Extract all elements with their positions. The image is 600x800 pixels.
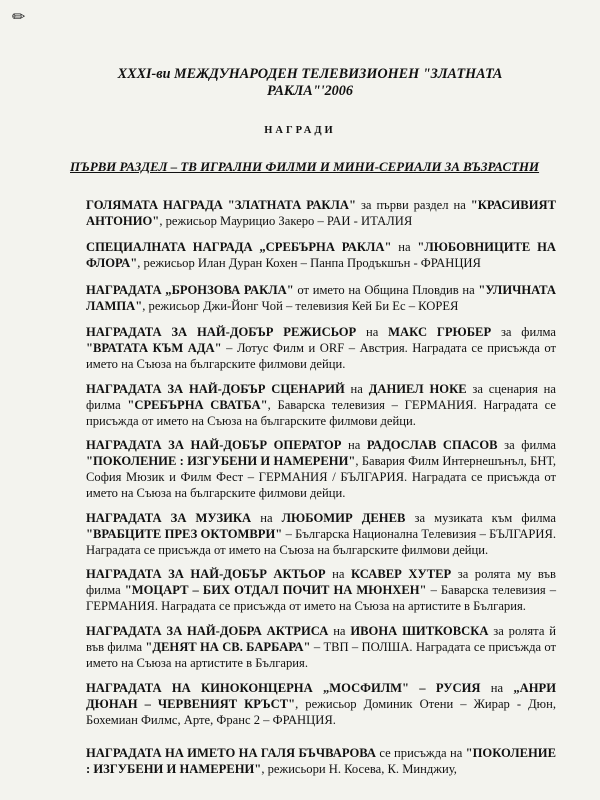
award-details: , режисьор Джи-Йонг Чой – телевизия Кей Би Ес – КОРЕЯ — [142, 299, 459, 313]
award-paragraph-mosfilm — [86, 680, 556, 728]
award-connector: се присъжда на — [376, 746, 466, 760]
festival-title: XXXI-ви МЕЖДУНАРОДЕН ТЕЛЕВИЗИОНЕН "ЗЛАТНАТА РАКЛА"'2006 — [117, 66, 503, 99]
award-name: НАГРАДАТА ЗА НАЙ-ДОБЪР РЕЖИСЬОР — [86, 325, 357, 339]
award-paragraph-best-cinematographer — [86, 437, 556, 501]
award-paragraph-bronze-chest — [86, 282, 556, 314]
film-title: "ВРАБЦИТЕ ПРЕЗ ОКТОМВРИ" — [86, 527, 283, 541]
award-name: НАГРАДАТА ЗА НАЙ-ДОБЪР ОПЕРАТОР — [86, 438, 342, 452]
award-name: НАГРАДАТА НА КИНОКОНЦЕРНА „МОСФИЛМ" – РУСИЯ — [86, 681, 481, 695]
film-title: "КРАСИВИЯТ АНТОНИО" — [86, 198, 556, 228]
award-connector: за филма — [497, 438, 556, 452]
award-details: – ТВП – ПОЛША. Наградата се присъжда от името на Съюза на артистите в България. — [86, 640, 556, 670]
award-paragraph-galya-bachvarova — [86, 745, 556, 777]
winner-name: ИВОНА ШИТКОВСКА — [350, 624, 489, 638]
award-details: , режисьори Н. Косева, К. Минджиу, — [261, 762, 457, 776]
award-paragraph-music — [86, 510, 556, 558]
winner-name: КСАВЕР ХУТЕР — [350, 567, 452, 581]
award-connector: на — [391, 240, 418, 254]
award-connector: на — [328, 624, 351, 638]
award-connector: на — [325, 567, 351, 581]
award-paragraph-best-director — [86, 324, 556, 372]
award-connector: на — [356, 325, 389, 339]
award-paragraph-best-screenplay — [86, 381, 556, 429]
award-details: , режисьор Доминик Отени – Жирар - Дюн, Бохемиан Филмс, Арте, Франс 2 – ФРАНЦИЯ. — [86, 697, 556, 727]
winner-name: ЛЮБОМИР ДЕНЕВ — [281, 511, 406, 525]
award-connector: на — [480, 681, 514, 695]
award-connector: на — [344, 382, 369, 396]
award-details: – Българска Национална Телевизия – БЪЛГАРИЯ. Наградата се присъжда от името на Съюза на българските филмови дейци. — [86, 527, 556, 557]
award-connector: за ролята му във филма — [86, 567, 556, 597]
award-details: , режисьор Маурицио Закеро – РАИ - ИТАЛИЯ — [159, 214, 413, 228]
award-details: – Баварска телевизия – ГЕРМАНИЯ. Наградата се присъжда от името на Съюза на артистите в България. — [86, 583, 557, 613]
award-name: НАГРАДАТА ЗА НАЙ-ДОБЪР АКТЬОР — [86, 567, 326, 581]
winner-name: МАКС ГРЮБЕР — [388, 325, 492, 339]
film-title: "ВРАТАТА КЪМ АДА" — [86, 341, 222, 355]
award-paragraph-silver-chest — [86, 239, 556, 271]
film-title: "УЛИЧНАТА ЛАМПА" — [86, 283, 557, 313]
film-title: "ДЕНЯТ НА СВ. БАРБАРА" — [145, 640, 311, 654]
section-title: ПЪРВИ РАЗДЕЛ – ТВ ИГРАЛНИ ФИЛМИ И МИНИ-СЕРИАЛИ ЗА ВЪЗРАСТНИ — [70, 160, 540, 174]
award-paragraph-best-actor — [86, 566, 556, 614]
award-details: , Бавария Филм Интернешънъл, БНТ, София Мюзик и Филм Фест – ГЕРМАНИЯ / БЪЛГАРИЯ. Наградата се присъжда от името на Съюза на българските филмови дейци. — [86, 454, 556, 500]
award-paragraph-grand-prize — [86, 197, 556, 229]
award-connector: за първи раздел на — [356, 198, 471, 212]
film-title: „АНРИ ДЮНАН – ЧЕРВЕНИЯТ КРЪСТ" — [86, 681, 556, 711]
winner-name: РАДОСЛАВ СПАСОВ — [366, 438, 498, 452]
award-name: ГОЛЯМАТА НАГРАДА "ЗЛАТНАТА РАКЛА" — [86, 198, 357, 212]
award-name: НАГРАДАТА НА ИМЕТО НА ГАЛЯ БЪЧВАРОВА — [86, 746, 376, 760]
award-connector: от името на Община Пловдив на — [293, 283, 479, 297]
award-connector: за филма — [491, 325, 556, 339]
award-connector: за сценария на филма — [86, 382, 556, 412]
award-details: , Баварска телевизия – ГЕРМАНИЯ. Наградата се присъжда от името на Съюза на българските филмови дейци. — [86, 398, 556, 428]
film-title: "СРЕБЪРНА СВАТБА" — [127, 398, 268, 412]
winner-name: ДАНИЕЛ НОКЕ — [368, 382, 467, 396]
award-connector: на — [251, 511, 282, 525]
award-details: – Лотус Филм и ORF – Австрия. Наградата се присъжда от името на Съюза на българските филмови дейци. — [86, 341, 556, 371]
awards-heading: НАГРАДИ — [264, 125, 336, 136]
award-paragraph-best-actress — [86, 623, 556, 671]
award-connector: за музиката към филма — [405, 511, 556, 525]
film-title: "ПОКОЛЕНИЕ : ИЗГУБЕНИ И НАМЕРЕНИ" — [86, 746, 556, 776]
award-name: НАГРАДАТА ЗА НАЙ-ДОБЪР СЦЕНАРИЙ — [86, 382, 345, 396]
award-connector: на — [341, 438, 367, 452]
film-title: "ЛЮБОВНИЦИТЕ НА ФЛОРА" — [86, 240, 556, 270]
film-title: "ПОКОЛЕНИЕ : ИЗГУБЕНИ И НАМЕРЕНИ" — [86, 454, 356, 468]
award-name: НАГРАДАТА „БРОНЗОВА РАКЛА" — [86, 283, 294, 297]
award-name: НАГРАДАТА ЗА МУЗИКА — [86, 511, 252, 525]
award-name: НАГРАДАТА ЗА НАЙ-ДОБРА АКТРИСА — [86, 624, 329, 638]
film-title: "МОЦАРТ – БИХ ОТДАЛ ПОЧИТ НА МЮНХЕН" — [124, 583, 427, 597]
scan-pen-mark: ✏ — [12, 9, 26, 26]
award-details: , режисьор Илан Дуран Кохен – Панпа Продъкшън - ФРАНЦИЯ — [137, 256, 481, 270]
award-connector: за ролята й във филма — [86, 624, 556, 654]
award-name: СПЕЦИАЛНАТА НАГРАДА „СРЕБЪРНА РАКЛА" — [86, 240, 392, 254]
